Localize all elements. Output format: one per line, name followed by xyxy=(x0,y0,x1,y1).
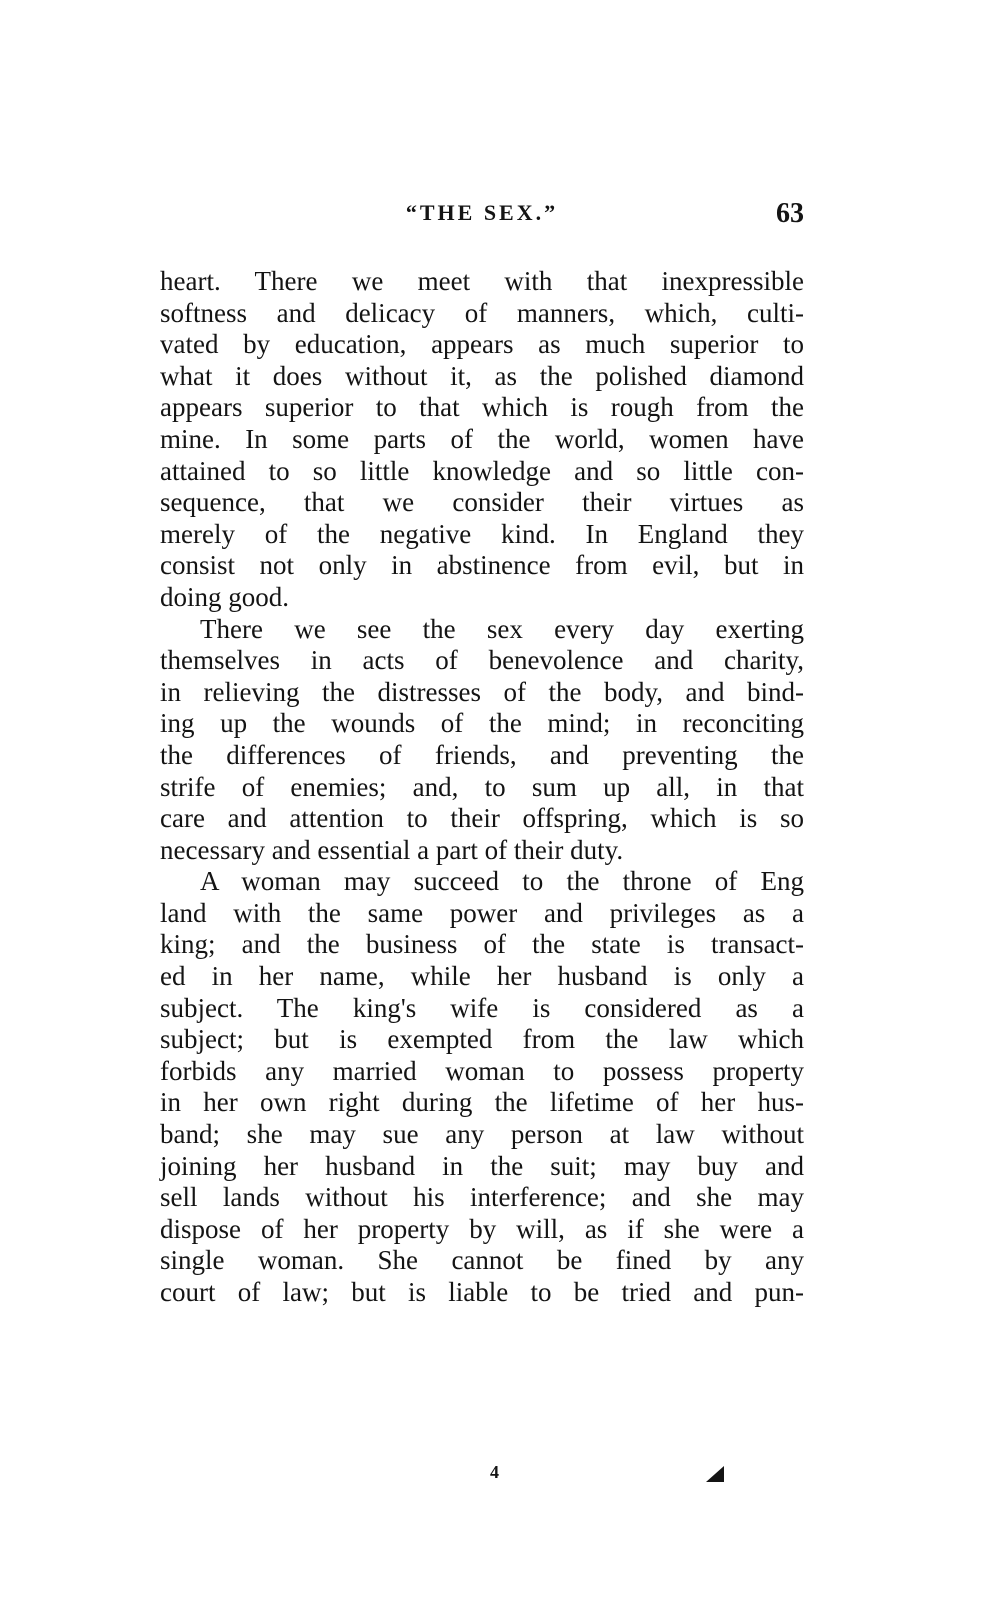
text-line: strife of enemies; and, to sum up all, in that xyxy=(160,771,804,802)
running-title: “THE SEX.” xyxy=(405,200,559,225)
text-line: sell lands without his interference; and she may xyxy=(160,1182,804,1213)
paragraph-1 xyxy=(160,266,804,614)
text-line: the differences of friends, and preventing the xyxy=(160,739,804,770)
text-line: There we see the sex every day exerting xyxy=(200,613,804,644)
text-line: subject; but is exempted from the law which xyxy=(160,1024,804,1055)
page-number: 63 xyxy=(776,198,804,229)
text-line: care and attention to their offspring, which is so xyxy=(160,803,804,834)
text-line: A woman may succeed to the throne of Eng xyxy=(200,866,804,897)
text-line: softness and delicacy of manners, which, culti- xyxy=(160,297,804,328)
text-line: themselves in acts of benevolence and charity, xyxy=(160,645,804,676)
text-line: single woman. She cannot be fined by any xyxy=(160,1245,804,1276)
paragraph-3 xyxy=(160,866,804,1308)
printer-arrow-icon xyxy=(696,1466,724,1482)
text-line: heart. There we meet with that inexpressible xyxy=(160,266,804,296)
paragraph-2 xyxy=(160,614,804,867)
text-line: dispose of her property by will, as if she were a xyxy=(160,1213,804,1244)
text-line: necessary and essential a part of their duty. xyxy=(160,834,624,865)
text-line: court of law; but is liable to be tried and pun- xyxy=(160,1277,804,1307)
text-line: sequence, that we consider their virtues as xyxy=(160,487,804,518)
text-line: consist not only in abstinence from evil, but in xyxy=(160,550,804,581)
body-text xyxy=(160,266,804,1309)
text-line: mine. In some parts of the world, women have xyxy=(160,423,804,454)
text-line: merely of the negative kind. In England they xyxy=(160,518,804,549)
text-line: band; she may sue any person at law without xyxy=(160,1119,804,1150)
running-head xyxy=(160,198,804,238)
text-line: appears superior to that which is rough from the xyxy=(160,392,804,423)
text-line: forbids any married woman to possess property xyxy=(160,1055,804,1086)
signature-mark: 4 xyxy=(490,1462,499,1482)
text-line: ed in her name, while her husband is only a xyxy=(160,961,804,992)
text-line: subject. The king's wife is considered as a xyxy=(160,992,804,1023)
text-line: land with the same power and privileges as a xyxy=(160,897,804,928)
text-line: attained to so little knowledge and so little con- xyxy=(160,455,804,486)
text-line: in relieving the distresses of the body, and bind- xyxy=(160,676,804,707)
text-line: what it does without it, as the polished diamond xyxy=(160,360,804,391)
text-line: in her own right during the lifetime of her hus- xyxy=(160,1087,804,1118)
text-line: joining her husband in the suit; may buy and xyxy=(160,1150,804,1181)
text-line: vated by education, appears as much superior to xyxy=(160,329,804,360)
text-line: king; and the business of the state is transact- xyxy=(160,929,804,960)
text-line: ing up the wounds of the mind; in reconciting xyxy=(160,708,804,739)
text-line: doing good. xyxy=(160,581,290,612)
